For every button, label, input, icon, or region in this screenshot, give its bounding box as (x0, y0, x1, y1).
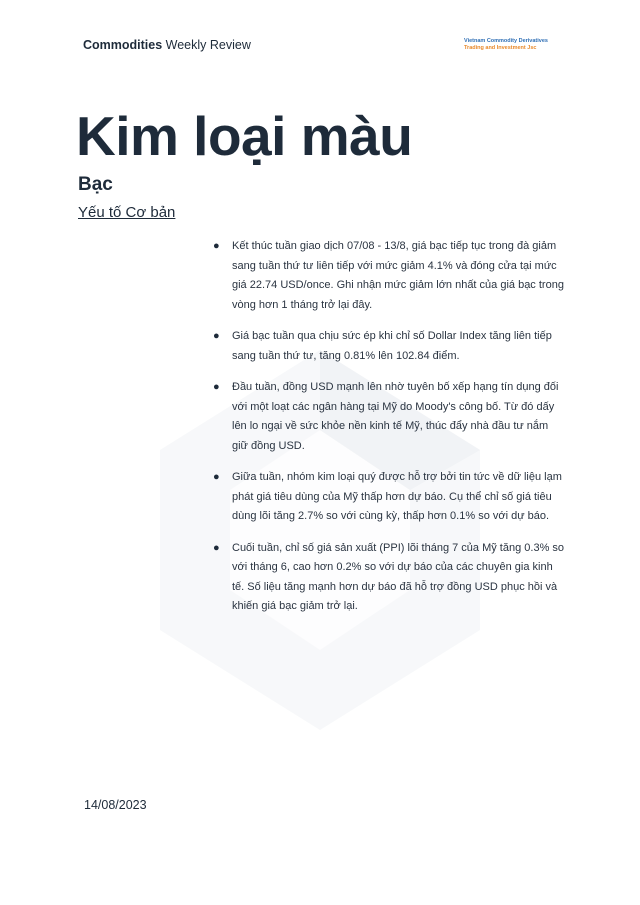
logo-line-1: Vietnam Commodity Derivatives (464, 38, 548, 44)
company-logo (464, 38, 548, 52)
list-item-text: Giữa tuần, nhóm kim loại quý được hỗ trợ bởi tin tức về dữ liệu lạm phát giá tiêu dùng của Mỹ thấp hơn dự báo. Cụ thể chỉ số giá tiêu dùng lõi tăng 2.7% so với cùng kỳ, thấp hơn 0.1% so với dự báo. (232, 471, 562, 522)
list-item (213, 468, 565, 527)
list-item-text: Đầu tuần, đồng USD mạnh lên nhờ tuyên bố xếp hạng tín dụng đối với một loạt các ngân hàng tại Mỹ do Moody's công bố. Từ đó dấy lên lo ngại về sức khỏe nền kinh tế Mỹ, thúc đẩy nhà đầu tư nắm giữ đồng USD. (232, 381, 559, 452)
section-subtitle: Bạc (78, 174, 113, 195)
list-item (213, 237, 565, 315)
bullet-icon: ● (213, 240, 220, 252)
bullet-icon: ● (213, 541, 220, 554)
bullet-icon: ● (213, 330, 220, 342)
bullet-icon: ● (213, 381, 220, 393)
report-date: 14/08/2023 (84, 798, 147, 812)
header-brand (83, 38, 251, 52)
list-item-text: Giá bạc tuần qua chịu sức ép khi chỉ số Dollar Index tăng liên tiếp sang tuần thứ tư, tăng 0.81% lên 102.84 điểm. (232, 330, 552, 362)
bullet-icon: ● (213, 471, 220, 483)
brand-name: Commodities (83, 38, 163, 52)
logo-line-2: Trading and Investment Jsc (464, 45, 537, 51)
list-item (213, 378, 565, 456)
fundamentals-link[interactable]: Yếu tố Cơ bản (78, 204, 176, 221)
bullet-list (213, 237, 565, 629)
page-title: Kim loại màu (76, 105, 413, 167)
list-item (213, 539, 565, 617)
list-item-text: Kết thúc tuần giao dịch 07/08 - 13/8, giá bạc tiếp tục trong đà giảm sang tuần thứ tư liên tiếp với mức giảm 4.1% và đóng cửa tại mức giá 22.74 USD/once. Ghi nhận mức giảm lớn nhất của giá bạc trong vòng hơn 1 tháng trở lại đây. (232, 240, 564, 311)
list-item-text: Cuối tuần, chỉ số giá sản xuất (PPI) lõi tháng 7 của Mỹ tăng 0.3% so với tháng 6, cao hơn 0.2% so với dự báo của các chuyên gia kinh tế. Số liệu tăng mạnh hơn dự báo đã hỗ trợ đồng USD phục hồi và khiến giá bạc giảm trở lại. (232, 541, 565, 612)
brand-subtitle: Weekly Review (162, 38, 251, 52)
list-item (213, 327, 565, 366)
